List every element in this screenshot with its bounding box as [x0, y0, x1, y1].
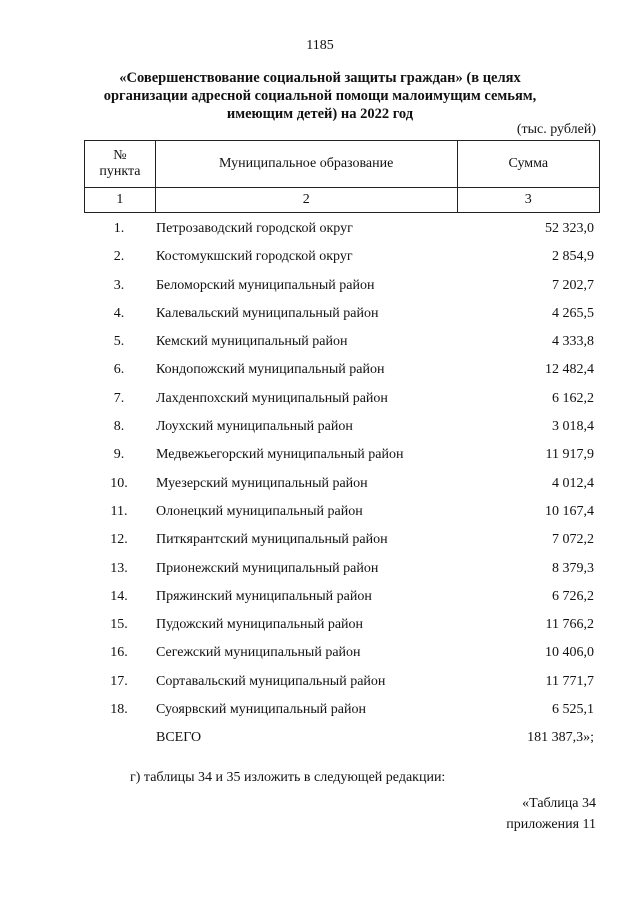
row-municipality: Костомукшский городской округ — [156, 249, 353, 265]
row-number: 13. — [110, 560, 128, 576]
row-sum: 6 726,2 — [552, 588, 594, 604]
table-row — [84, 583, 600, 611]
row-municipality: Суоярвский муниципальный район — [156, 702, 366, 718]
row-municipality: Пряжинский муниципальный район — [156, 588, 372, 604]
table-row — [84, 555, 600, 583]
table-ref-line-2: приложения 11 — [506, 817, 596, 832]
table-row — [84, 385, 600, 413]
row-sum: 11 771,7 — [545, 673, 594, 689]
page-number: 1185 — [306, 38, 334, 53]
header-sum: Сумма — [457, 141, 599, 188]
table-row — [84, 470, 600, 498]
table-row — [84, 300, 600, 328]
row-municipality: Прионежский муниципальный район — [156, 560, 379, 576]
row-sum: 2 854,9 — [552, 249, 594, 265]
row-number: 5. — [113, 334, 125, 350]
row-number: 17. — [110, 673, 128, 689]
row-sum: 6 162,2 — [552, 390, 594, 406]
row-sum: 4 012,4 — [552, 475, 594, 491]
row-sum: 10 167,4 — [545, 503, 594, 519]
row-municipality: Лахденпохский муниципальный район — [156, 390, 388, 406]
row-number: 11. — [110, 503, 128, 519]
header-item-number — [85, 141, 156, 188]
row-sum: 7 072,2 — [552, 532, 594, 548]
row-number: 10. — [110, 475, 128, 491]
row-municipality: Пудожский муниципальный район — [156, 617, 364, 633]
row-sum: 11 766,2 — [545, 617, 594, 633]
table-header — [84, 140, 600, 213]
row-municipality: Лоухский муниципальный район — [156, 419, 353, 435]
title-line-1: «Совершенствование социальной защиты граждан» (в целях — [119, 70, 521, 86]
column-number-3: 3 — [457, 188, 599, 213]
row-municipality: Калевальский муниципальный район — [156, 305, 379, 321]
row-sum: 7 202,7 — [552, 277, 594, 293]
table-row — [84, 272, 600, 300]
row-number: 14. — [110, 588, 128, 604]
row-number: 9. — [113, 447, 125, 463]
row-number: 18. — [110, 702, 128, 718]
table-row — [84, 526, 600, 554]
row-number: 3. — [113, 277, 125, 293]
row-sum: 12 482,4 — [545, 362, 594, 378]
row-municipality: Сортавальский муниципальный район — [156, 673, 386, 689]
row-number: 15. — [110, 617, 128, 633]
row-sum: 8 379,3 — [552, 560, 594, 576]
table-row — [84, 696, 600, 724]
row-municipality: Медвежьегорский муниципальный район — [156, 447, 404, 463]
row-municipality: Сегежский муниципальный район — [156, 645, 361, 661]
row-sum: 181 387,3»; — [527, 730, 594, 746]
table-row — [84, 498, 600, 526]
table-row — [84, 356, 600, 384]
units-label: (тыс. рублей) — [516, 122, 596, 137]
table-reference — [506, 793, 596, 835]
row-number: 12. — [110, 532, 128, 548]
row-sum: 11 917,9 — [545, 447, 594, 463]
column-number-1: 1 — [85, 188, 156, 213]
row-sum: 4 333,8 — [552, 334, 594, 350]
table-row — [84, 668, 600, 696]
row-number: 1. — [113, 221, 125, 236]
row-sum: 3 018,4 — [552, 419, 594, 435]
amendment-paragraph: г) таблицы 34 и 35 изложить в следующей редакции: — [130, 770, 446, 785]
table-ref-line-1: «Таблица 34 — [522, 796, 596, 811]
row-sum: 4 265,5 — [552, 305, 594, 321]
row-number: 16. — [110, 645, 128, 661]
row-sum: 10 406,0 — [545, 645, 594, 661]
column-number-2: 2 — [155, 188, 457, 213]
row-number: 8. — [113, 419, 125, 435]
table-row — [84, 441, 600, 469]
row-number: 4. — [113, 305, 125, 321]
row-municipality: Кемский муниципальный район — [156, 334, 348, 350]
row-municipality: Муезерский муниципальный район — [156, 475, 368, 491]
title-line-2: организации адресной социальной помощи малоимущим семьям, — [103, 88, 537, 104]
table-body — [84, 215, 600, 753]
row-municipality: ВСЕГО — [156, 730, 202, 746]
row-municipality: Питкярантский муниципальный район — [156, 532, 388, 548]
table-row — [84, 328, 600, 356]
row-municipality: Беломорский муниципальный район — [156, 277, 375, 293]
row-municipality: Петрозаводский городской округ — [156, 221, 353, 236]
header-municipality: Муниципальное образование — [155, 141, 457, 188]
row-municipality: Кондопожский муниципальный район — [156, 362, 385, 378]
header-number-label: пункта — [99, 164, 141, 179]
table-row — [84, 413, 600, 441]
row-municipality: Олонецкий муниципальный район — [156, 503, 363, 519]
table-row — [84, 611, 600, 639]
document-title — [100, 69, 540, 123]
table-row — [84, 639, 600, 667]
header-number-symbol: № — [113, 148, 127, 163]
row-number: 7. — [113, 390, 125, 406]
row-number: 2. — [113, 249, 125, 265]
title-line-3: имеющим детей) на 2022 год — [226, 106, 414, 122]
table-row — [84, 215, 600, 243]
row-number: 6. — [113, 362, 125, 378]
row-sum: 52 323,0 — [545, 221, 594, 236]
row-sum: 6 525,1 — [552, 702, 594, 718]
table-row — [84, 243, 600, 271]
total-row — [84, 724, 600, 752]
